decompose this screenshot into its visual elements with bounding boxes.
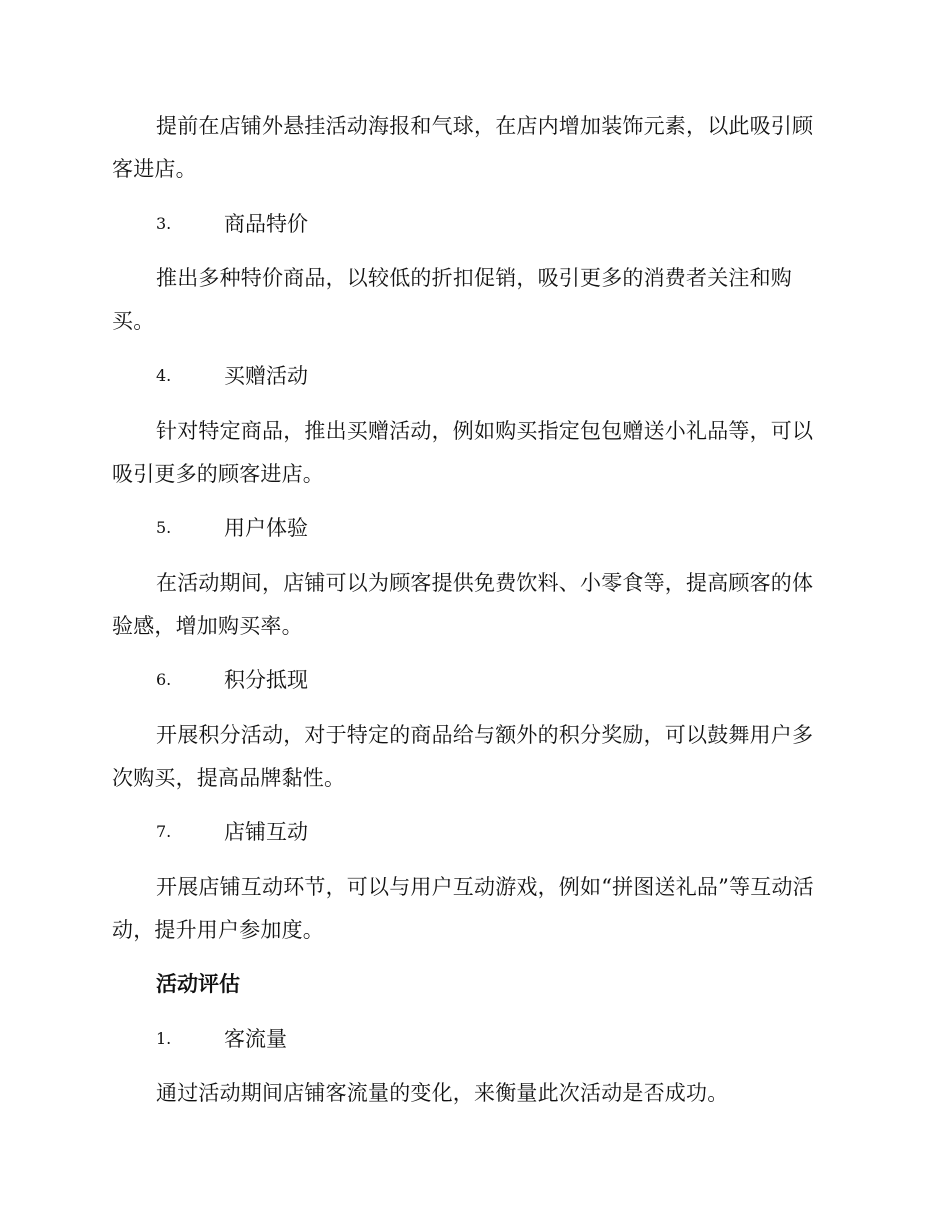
list-item-buy-gift — [156, 361, 308, 391]
paragraph-buy-gift: 针对特定商品，推出买赠活动，例如购买指定包包赠送小礼品等，可以吸引更多的顾客进店。 — [112, 419, 814, 486]
list-item-number: 4. — [156, 366, 172, 385]
list-item-user-experience — [156, 513, 308, 543]
list-item-points — [156, 665, 308, 695]
list-item-number: 7. — [156, 822, 172, 841]
list-item-number: 6. — [156, 670, 172, 689]
paragraph-foot-traffic: 通过活动期间店铺客流量的变化，来衡量此次活动是否成功。 — [156, 1081, 729, 1105]
section-heading-evaluation: 活动评估 — [156, 971, 240, 996]
paragraph-user-experience: 在活动期间，店铺可以为顾客提供免费饮料、小零食等，提高顾客的体验感，增加购买率。 — [112, 571, 814, 638]
list-item-label: 用户体验 — [224, 516, 308, 540]
list-item-special-price — [156, 209, 308, 239]
list-item-label: 商品特价 — [224, 212, 308, 236]
list-item-label: 积分抵现 — [224, 668, 308, 692]
paragraph-decoration: 提前在店铺外悬挂活动海报和气球，在店内增加装饰元素，以此吸引顾客进店。 — [112, 114, 814, 181]
list-item-foot-traffic — [156, 1024, 287, 1054]
list-item-number: 5. — [156, 518, 172, 537]
list-item-number: 1. — [156, 1029, 172, 1048]
paragraph-special-price: 推出多种特价商品，以较低的折扣促销，吸引更多的消费者关注和购买。 — [112, 266, 792, 333]
list-item-label: 买赠活动 — [224, 364, 308, 388]
paragraph-points: 开展积分活动，对于特定的商品给与额外的积分奖励，可以鼓舞用户多次购买，提高品牌黏性。 — [112, 723, 814, 790]
list-item-label: 店铺互动 — [224, 820, 308, 844]
list-item-store-interaction — [156, 817, 308, 847]
list-item-number: 3. — [156, 214, 172, 233]
paragraph-store-interaction: 开展店铺互动环节，可以与用户互动游戏，例如“拼图送礼品”等互动活动，提升用户参加度。 — [112, 875, 814, 942]
list-item-label: 客流量 — [224, 1027, 287, 1051]
